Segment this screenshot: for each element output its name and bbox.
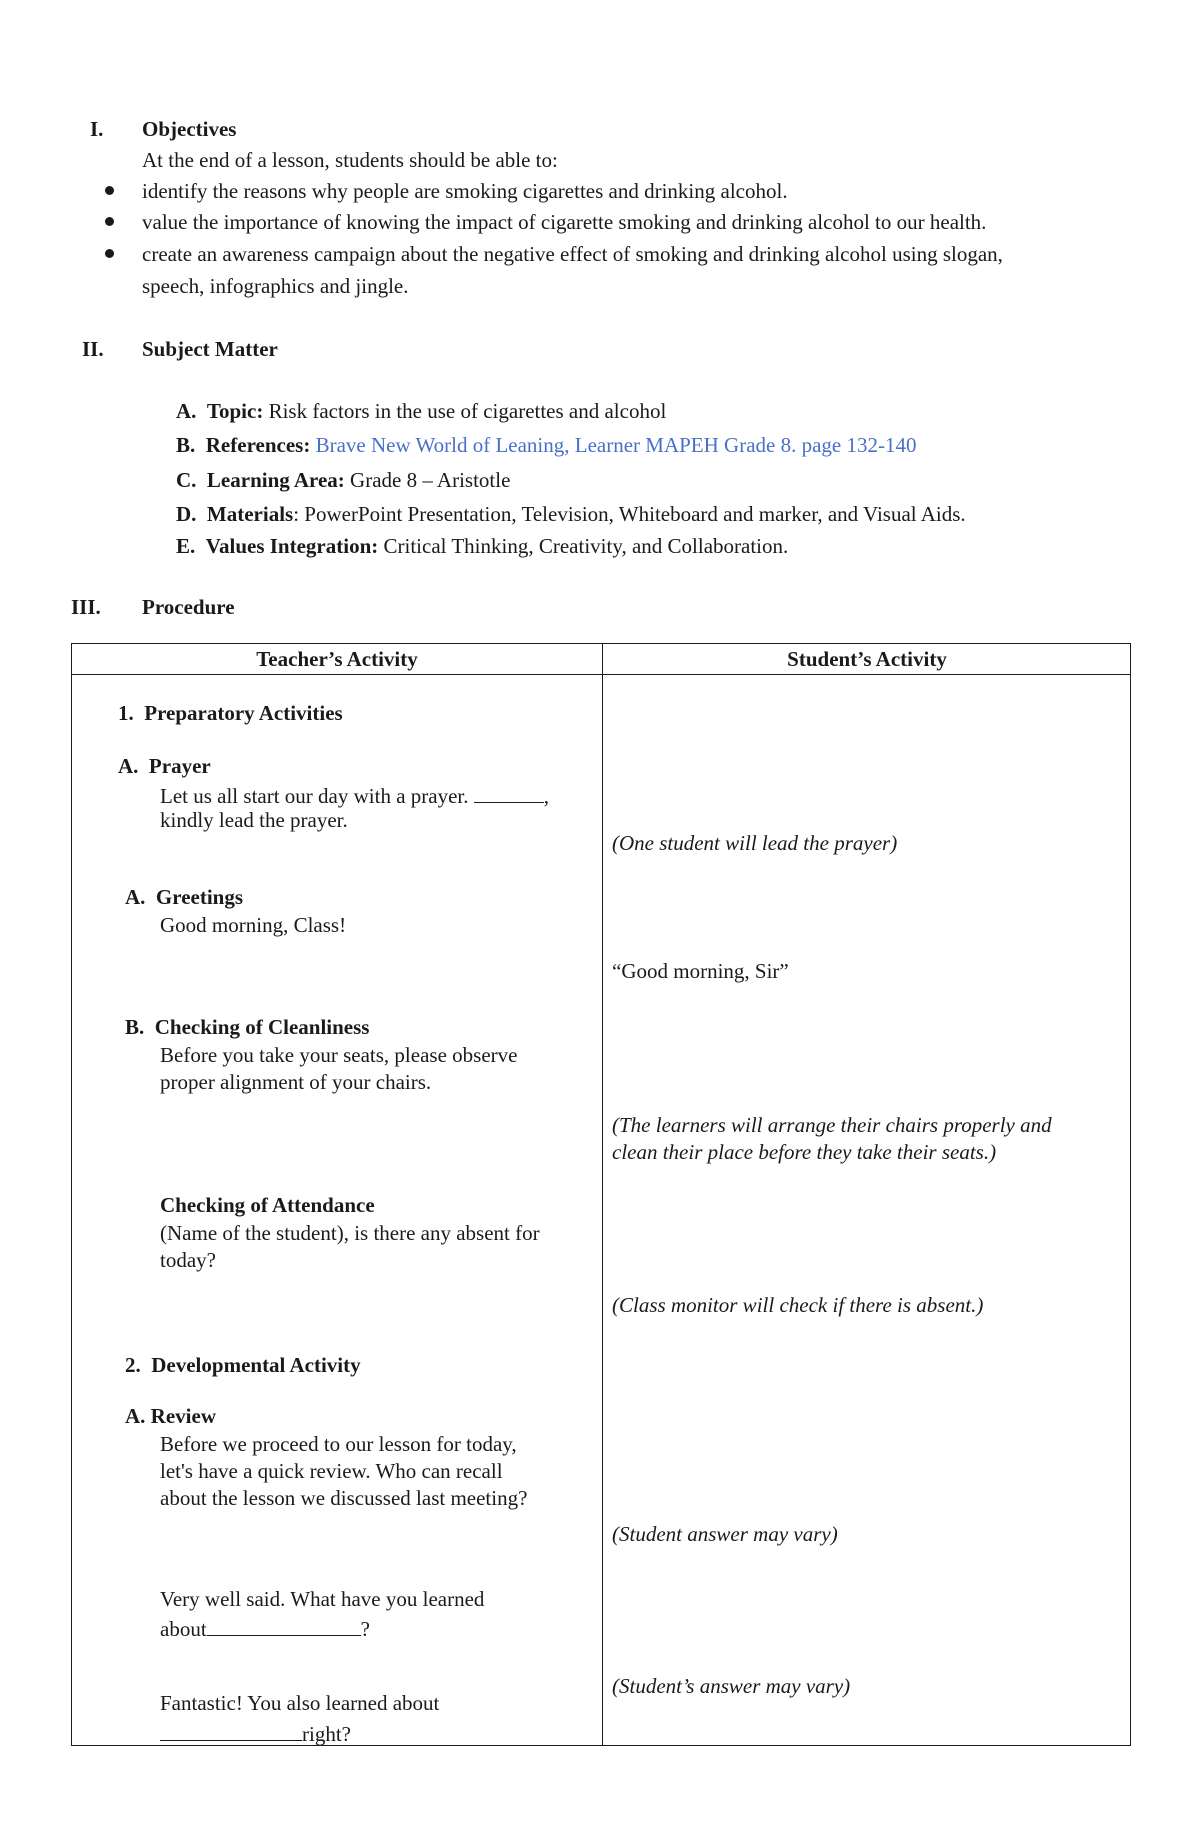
objective-item-continuation: speech, infographics and jingle.: [142, 274, 409, 298]
review-text-line: let's have a quick review. Who can recall: [160, 1459, 503, 1483]
attendance-heading: Checking of Attendance: [160, 1193, 375, 1217]
objective-item: value the importance of knowing the impact of cigarette smoking and drinking alcohol to our health.: [142, 210, 987, 234]
greetings-text: Good morning, Class!: [160, 913, 347, 937]
bullet-icon: [105, 186, 114, 195]
section-heading-subject-matter: Subject Matter: [142, 337, 278, 361]
column-header-teacher: Teacher’s Activity: [256, 647, 418, 671]
prep-heading: 1. Preparatory Activities: [118, 701, 343, 725]
student-response: (Student’s answer may vary): [612, 1674, 851, 1698]
subject-item-materials: D. Materials: PowerPoint Presentation, Television, Whiteboard and marker, and Visual Aids.: [176, 502, 966, 526]
subject-item-topic: A. Topic: Risk factors in the use of cigarettes and alcohol: [176, 399, 667, 423]
student-response: “Good morning, Sir”: [612, 959, 789, 983]
cleanliness-heading: B. Checking of Cleanliness: [125, 1015, 370, 1039]
objectives-intro: At the end of a lesson, students should be able to:: [142, 148, 558, 172]
greetings-heading: A. Greetings: [125, 885, 244, 909]
student-response: (One student will lead the prayer): [612, 831, 898, 855]
attendance-text-line: today?: [160, 1248, 216, 1272]
subject-item-values: E. Values Integration: Critical Thinking, Creativity, and Collaboration.: [176, 534, 789, 558]
attendance-text-line: (Name of the student), is there any absent for: [160, 1221, 540, 1245]
objective-item: identify the reasons why people are smoking cigarettes and drinking alcohol.: [142, 179, 788, 203]
references-link[interactable]: Brave New World of Leaning, Learner MAPEH Grade 8. page 132-140: [315, 433, 917, 457]
student-response: (Student answer may vary): [612, 1522, 838, 1546]
procedure-table: [71, 643, 1131, 1746]
topic-blank: [207, 1613, 361, 1636]
well-said-text-line: Very well said. What have you learned: [160, 1587, 485, 1611]
student-response: (Class monitor will check if there is absent.): [612, 1293, 984, 1317]
cleanliness-text-line: Before you take your seats, please observe: [160, 1043, 518, 1067]
section-heading-procedure: Procedure: [142, 595, 235, 619]
section-numeral-objectives: I.: [90, 117, 104, 141]
section-numeral-procedure: III.: [71, 595, 101, 619]
subject-item-learning-area: C. Learning Area: Grade 8 – Aristotle: [176, 468, 511, 492]
bullet-icon: [105, 217, 114, 226]
review-heading: A. Review: [125, 1404, 216, 1428]
fantastic-text-line: right?: [160, 1718, 351, 1748]
topic-blank: [160, 1718, 302, 1741]
column-divider: [602, 644, 603, 1745]
prayer-text-line: Let us all start our day with a prayer. ,: [160, 780, 549, 810]
name-blank: [474, 780, 544, 803]
student-response: clean their place before they take their seats.): [612, 1140, 997, 1164]
review-text-line: about the lesson we discussed last meeting?: [160, 1486, 528, 1510]
dev-heading: 2. Developmental Activity: [125, 1353, 361, 1377]
well-said-text-line: about ?: [160, 1613, 370, 1643]
student-response: (The learners will arrange their chairs properly and: [612, 1113, 1052, 1137]
objective-item: create an awareness campaign about the negative effect of smoking and drinking alcohol using slogan,: [142, 242, 1003, 266]
section-heading-objectives: Objectives: [142, 117, 237, 141]
subject-item-references: B. References: Brave New World of Leaning, Learner MAPEH Grade 8. page 132-140: [176, 433, 917, 457]
review-text-line: Before we proceed to our lesson for today,: [160, 1432, 517, 1456]
cleanliness-text-line: proper alignment of your chairs.: [160, 1070, 432, 1094]
section-numeral-subject-matter: II.: [82, 337, 104, 361]
header-divider: [72, 674, 1130, 675]
prayer-text-line: kindly lead the prayer.: [160, 808, 348, 832]
fantastic-text-line: Fantastic! You also learned about: [160, 1691, 440, 1715]
prayer-heading: A. Prayer: [118, 754, 211, 778]
bullet-icon: [105, 249, 114, 258]
column-header-student: Student’s Activity: [787, 647, 947, 671]
